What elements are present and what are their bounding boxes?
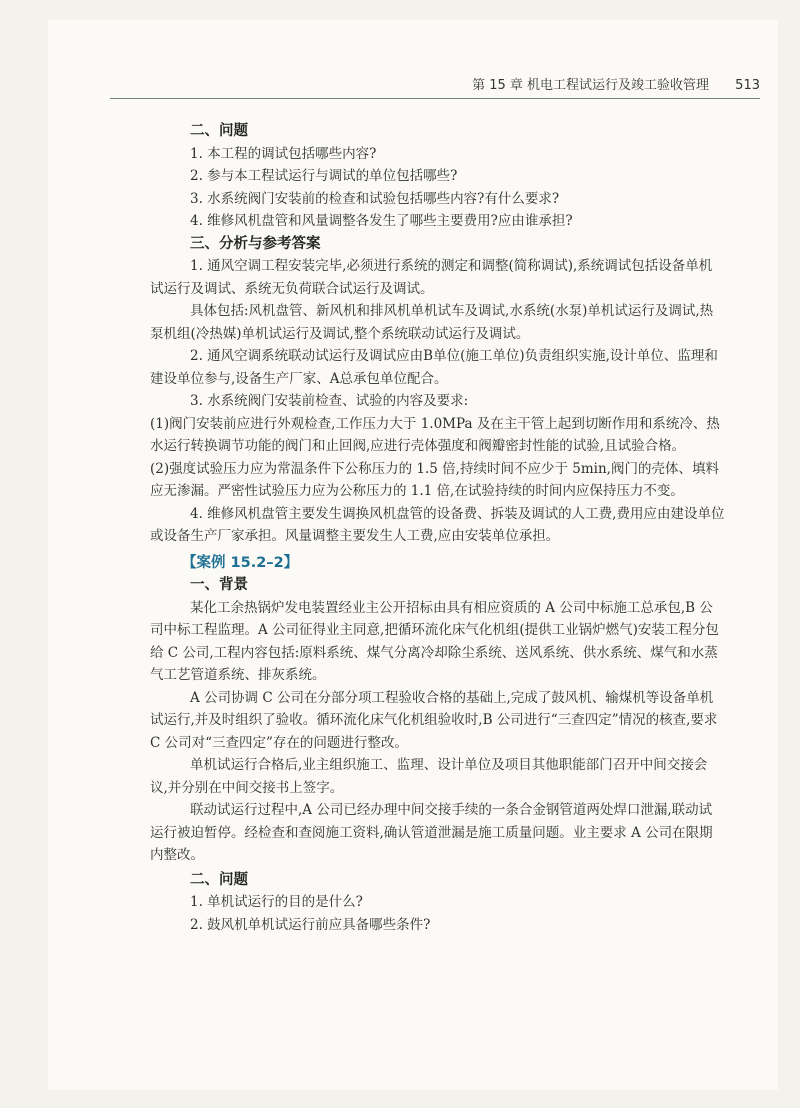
- case-questions-heading: 二、问题: [190, 871, 248, 888]
- question-item: 1. 本工程的调试包括哪些内容?: [190, 145, 377, 162]
- case-paragraph: 某化工余热锅炉发电装置经业主公开招标由具有相应资质的 A 公司中标施工总承包,B 公司中标工程监理。A 公司征得业主同意,把循环流化床气化机组(提供工业锅炉燃气)安装工程分包给 C 公司,工程内容包括:原料系统、煤气分离冷却除尘系统、送风系统、供水系统、煤气和水蒸气工艺管道系统、排灰系统。: [150, 599, 719, 683]
- answer-paragraph: 4. 维修风机盘管主要发生调换风机盘管的设备费、拆装及调试的人工费,费用应由建设单位或设备生产厂家承担。风量调整主要发生人工费,应由安装单位承担。: [150, 505, 725, 544]
- case-paragraph: 单机试运行合格后,业主组织施工、监理、设计单位及项目其他职能部门召开中间交接会议,并分别在中间交接书上签字。: [150, 757, 708, 796]
- page-body: [150, 120, 725, 936]
- answer-paragraph: (1)阀门安装前应进行外观检查,工作压力大于 1.0MPa 及在主干管上起到切断作用和系统冷、热水运行转换调节功能的阀门和止回阀,应进行壳体强度和阀瓣密封性能的试验,且试验合格。: [150, 415, 720, 454]
- section-heading-answers: 三、分析与参考答案: [190, 235, 321, 252]
- running-header: [110, 74, 760, 99]
- question-item: 2. 参与本工程试运行与调试的单位包括哪些?: [190, 168, 458, 184]
- answer-paragraph: 2. 通风空调系统联动试运行及调试应由B单位(施工单位)负责组织实施,设计单位、监理和建设单位参与,设备生产厂家、A总承包单位配合。: [150, 348, 718, 387]
- question-item: 2. 鼓风机单机试运行前应具备哪些条件?: [190, 916, 431, 933]
- case-label: 【案例 15.2–2】: [182, 554, 299, 571]
- case-background-heading: 一、背景: [190, 577, 248, 593]
- chapter-title: 第 15 章 机电工程试运行及竣工验收管理: [472, 78, 710, 93]
- question-item: 1. 单机试运行的目的是什么?: [190, 894, 363, 910]
- answer-paragraph: 1. 通风空调工程安装完毕,必须进行系统的测定和调整(简称调试),系统调试包括设备单机试运行及调试、系统无负荷联合试运行及调试。: [150, 258, 713, 297]
- answer-paragraph: 3. 水系统阀门安装前检查、试验的内容及要求:: [190, 393, 469, 409]
- question-item: 4. 维修风机盘管和风量调整各发生了哪些主要费用?应由谁承担?: [190, 213, 573, 229]
- case-paragraph: A 公司协调 C 公司在分部分项工程验收合格的基础上,完成了鼓风机、输煤机等设备单机试运行,并及时组织了验收。循环流化床气化机组验收时,B 公司进行“三查四定”情况的核查,要求 C 公司对“三查四定”存在的问题进行整改。: [150, 689, 718, 751]
- case-paragraph: 联动试运行过程中,A 公司已经办理中间交接手续的一条合金钢管道两处焊口泄漏,联动试运行被迫暂停。经检查和查阅施工资料,确认管道泄漏是施工质量问题。业主要求 A 公司在限期内整改。: [150, 802, 713, 863]
- section-heading-questions: 二、问题: [190, 123, 248, 139]
- answer-paragraph: 具体包括:风机盘管、新风机和排风机单机试车及调试,水系统(水泵)单机试运行及调试,热泵机组(冷热媒)单机试运行及调试,整个系统联动试运行及调试。: [150, 303, 714, 342]
- question-item: 3. 水系统阀门安装前的检查和试验包括哪些内容?有什么要求?: [190, 190, 560, 207]
- answer-paragraph: (2)强度试验压力应为常温条件下公称压力的 1.5 倍,持续时间不应少于 5min,阀门的壳体、填料应无渗漏。严密性试验压力应为公称压力的 1.1 倍,在试验持续的时间内应保持压力不变。: [150, 460, 719, 499]
- page-number: 513: [735, 78, 760, 93]
